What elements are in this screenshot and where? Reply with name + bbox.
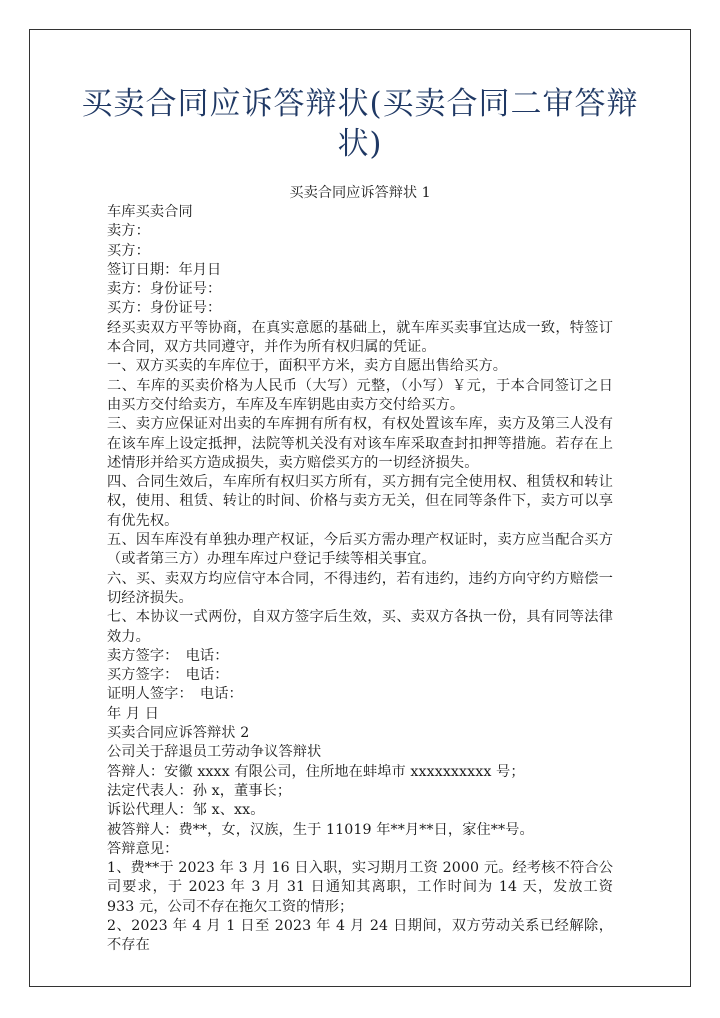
body-paragraph: 四、合同生效后，车库所有权归买方所有，买方拥有完全使用权、租赁权和转让权，使用、租赁、转让的时间、价格与卖方无关，但在同等条件下，卖方可以享有优先权。 [107, 474, 613, 529]
body-paragraph: 三、卖方应保证对出卖的车库拥有所有权，有权处置该车库，卖方及第三人没有在该车库上设定抵押，法院等机关没有对该车库采取查封扣押等措施。若存在上述情形并给买方造成损失，卖方赔偿买方的一切经济损失。 [107, 416, 613, 471]
section-heading-2: 买卖合同应诉答辩状 2 [107, 725, 250, 742]
body-line: 答辩人：安徽 xxxx 有限公司，住所地在蚌埠市 xxxxxxxxxx 号； [107, 763, 525, 780]
body-line: 公司关于辞退员工劳动争议答辩状 [107, 744, 322, 761]
body-paragraph: 六、买、卖双方均应信守本合同，不得违约，若有违约，违约方向守约方赔偿一切经济损失。 [107, 570, 613, 606]
body-paragraph: 五、因车库没有单独办理产权证，今后买方需办理产权证时，卖方应当配合买方（或者第三方）办理车库过户登记手续等相关事宜。 [107, 532, 613, 568]
body-line: 车库买卖合同 [107, 204, 193, 220]
body-line: 法定代表人：孙 x，董事长； [107, 782, 292, 799]
signature-line: 证明人签字： 电话： [107, 686, 243, 703]
body-line: 卖方： [107, 223, 150, 240]
date-line: 年 月 日 [107, 705, 160, 722]
body-line: 答辩意见： [107, 840, 179, 857]
body-paragraph: 一、双方买卖的车库位于，面积平方米，卖方自愿出售给买方。 [107, 358, 508, 375]
body-paragraph: 经买卖双方平等协商，在真实意愿的基础上，就车库买卖事宜达成一致，特签订本合同，双方共同遵守，并作为所有权归属的凭证。 [107, 319, 613, 356]
document-title: 买卖合同应诉答辩状(买卖合同二审答辩状) [81, 86, 639, 162]
body-line: 诉讼代理人：邹 x、xx。 [107, 802, 265, 819]
signature-line: 买方签字： 电话： [107, 667, 229, 684]
body-line: 买方：身份证号： [107, 300, 222, 317]
body-line: 买方： [107, 242, 150, 259]
body-line: 签订日期：年月日 [107, 261, 222, 278]
body-line: 卖方：身份证号： [107, 281, 222, 298]
document-body [107, 203, 613, 956]
body-paragraph: 1、费**于 2023 年 3 月 16 日入职，实习期月工资 2000 元。经考核不符合公司要求，于 2023 年 3 月 31 日通知其离职，工作时间为 14 天，发放工资 933 元，公司不存在拖欠工资的情形； [107, 860, 613, 915]
body-line: 被答辩人：费**，女，汉族，生于 11019 年**月**日，家住**号。 [107, 821, 534, 838]
body-paragraph: 二、车库的买卖价格为人民币（大写）元整，（小写）￥元，于本合同签订之日由买方交付给卖方，车库及车库钥匙由卖方交付给买方。 [107, 377, 613, 413]
body-paragraph: 七、本协议一式两份，自双方签字后生效，买、卖双方各执一份，具有同等法律效力。 [107, 609, 613, 645]
signature-line: 卖方签字： 电话： [107, 647, 229, 664]
body-paragraph: 2、2023 年 4 月 1 日至 2023 年 4 月 24 日期间，双方劳动关系已经解除，不存在 [107, 917, 613, 954]
section-heading: 买卖合同应诉答辩状 1 [289, 185, 431, 201]
